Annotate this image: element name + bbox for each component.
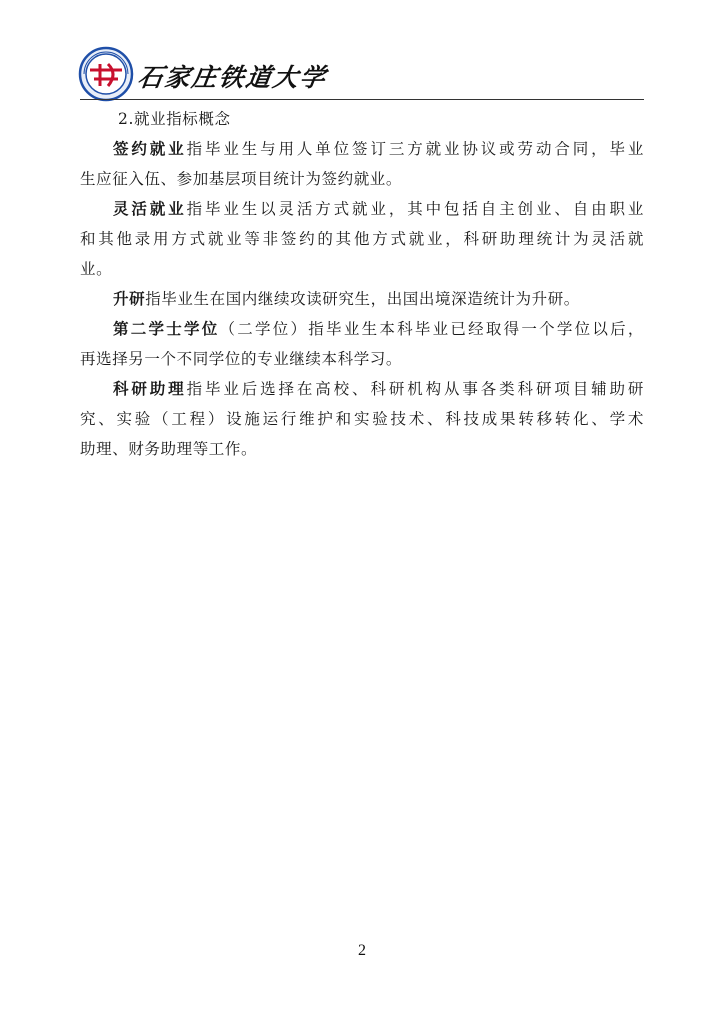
paragraph-research-assistant-line-1 [80, 374, 644, 404]
term-research-assistant: 科研助理 [113, 380, 187, 398]
document-body [80, 104, 644, 464]
term-signed-employment: 签约就业 [113, 140, 187, 158]
page-number: 2 [358, 942, 366, 959]
term-second-bachelor: 第二学士学位 [113, 320, 220, 338]
paragraph-flexible-employment-line-3: 业。 [80, 260, 113, 278]
term-postgraduate: 升研 [113, 290, 146, 308]
paragraph-research-assistant-line-3: 助理、财务助理等工作。 [80, 440, 258, 458]
section-title: 2.就业指标概念 [118, 110, 231, 128]
definition-text: 指毕业生在国内继续攻读研究生，出国出境深造统计为升研。 [145, 290, 580, 308]
page-header [78, 46, 644, 102]
header-rule [80, 99, 644, 100]
paragraph-signed-employment-line-2: 生应征入伍、参加基层项目统计为签约就业。 [80, 170, 403, 188]
paragraph-flexible-employment-line-1 [80, 194, 644, 224]
paragraph-postgraduate-line-1 [80, 284, 644, 314]
definition-text: （二学位）指毕业生本科毕业已经取得一个学位以后， [219, 320, 644, 338]
paragraph-signed-employment-line-1 [80, 134, 644, 164]
term-flexible-employment: 灵活就业 [113, 200, 187, 218]
definition-text: 指毕业后选择在高校、科研机构从事各类科研项目辅助研 [186, 380, 644, 398]
paragraph-second-bachelor-line-2: 再选择另一个不同学位的专业继续本科学习。 [80, 350, 403, 368]
definition-text: 指毕业生以灵活方式就业，其中包括自主创业、自由职业 [186, 200, 644, 218]
university-name: 石家庄铁道大学 [135, 63, 329, 92]
paragraph-research-assistant-line-2: 究、实验（工程）设施运行维护和实验技术、科技成果转移转化、学术 [80, 410, 644, 428]
paragraph-second-bachelor-line-1 [80, 314, 644, 344]
definition-text: 指毕业生与用人单位签订三方就业协议或劳动合同，毕业 [186, 140, 644, 158]
paragraph-flexible-employment-line-2: 和其他录用方式就业等非签约的其他方式就业，科研助理统计为灵活就 [80, 230, 644, 248]
university-logo-icon [78, 46, 134, 102]
